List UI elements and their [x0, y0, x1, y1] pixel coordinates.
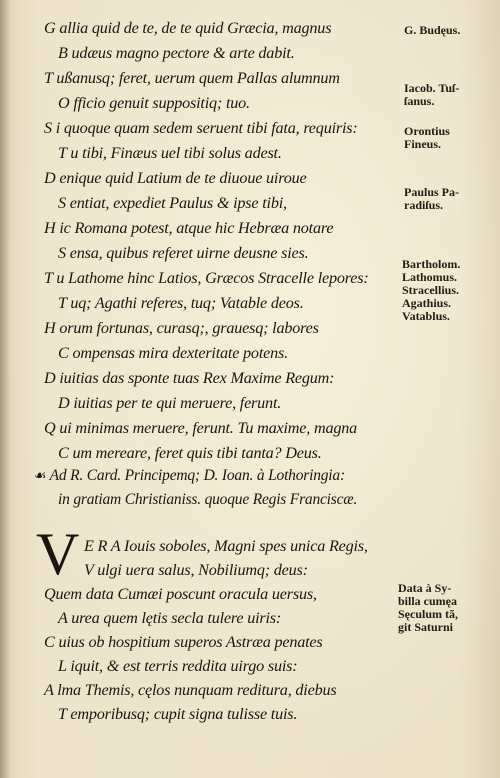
margin-note: Iacob. Tuſ- ſanus. — [404, 81, 460, 108]
margin-note: Bartholom. Lathomus. Stracellius. Agathius. Vatablus. — [402, 257, 461, 323]
verse-line: E R A Iouis soboles, Magni spes unica Regis, — [84, 537, 368, 555]
verse-line: C ompensas mira dexteritate potens. — [58, 344, 288, 362]
verse-line: V ulgi uera salus, Nobiliumq; deus: — [84, 561, 308, 579]
verse-line: Q ui minimas meruere, ferunt. Tu maxime, magna — [44, 419, 358, 437]
margin-note: G. Budęus. — [404, 23, 461, 37]
verse-line: G allia quid de te, de te quid Græcia, magnus — [44, 19, 332, 37]
verse-line: S entiat, expediet Paulus & ipse tibi, — [58, 194, 287, 212]
verse-line: Quem data Cumæi poscunt oracula uersus, — [44, 585, 317, 603]
verse-line: D iuitias per te qui meruere, ferunt. — [58, 394, 282, 412]
verse-line: T u Lathome hinc Latios, Græcos Stracelle lepores: — [44, 269, 369, 287]
verse-line: L iquit, & est terris reddita uirgo suis: — [58, 657, 298, 675]
verse-line: D enique quid Latium de te diuoue uiroue — [44, 169, 307, 187]
heading-line — [58, 492, 357, 508]
verse-line: D iuitias das sponte tuas Rex Maxime Regum: — [44, 369, 335, 387]
verse-line: T ußanusq; feret, uerum quem Pallas alumnum — [44, 69, 340, 87]
gutter-shadow — [0, 0, 10, 778]
verse-line: T u tibi, Finæus uel tibi solus adest. — [58, 144, 282, 162]
verse-line: S i quoque quam sedem seruent tibi fata, requiris: — [44, 119, 358, 137]
verse-line: A lma Themis, cęlos nunquam reditura, diebus — [44, 681, 337, 699]
verse-line: T emporibusq; cupit signa tulisse tuis. — [58, 705, 298, 723]
verse-line: H ic Romana potest, atque hic Hebræa notare — [44, 219, 334, 237]
margin-note: Data à Sy- billa cumęa Sęculum tã, git Saturni — [398, 581, 458, 634]
heading-text: Ad R. Card. Principemq; D. Ioan. à Lothoringia: — [49, 467, 345, 484]
heading-text: in gratiam Christianiss. quoque Regis Franciscæ. — [58, 491, 358, 508]
verse-line: B udæus magno pectore & arte dabit. — [58, 44, 295, 62]
fleuron-icon: ☙ — [34, 469, 50, 484]
margin-note: Orontius Fineus. — [404, 124, 450, 151]
margin-note: Paulus Pa- radiſus. — [404, 185, 460, 212]
verse-line: C um mereare, feret quis tibi tanta? Deus. — [58, 444, 322, 462]
verse-line: S ensa, quibus referet uirne deusne sies. — [58, 244, 309, 262]
drop-cap: V — [36, 521, 80, 587]
verse-line: T uq; Agathi referes, tuq; Vatable deos. — [58, 294, 304, 312]
verse-line: C uius ob hospitium superos Astræa penates — [44, 633, 323, 651]
verse-line: A urea quem lętis secla tulere uiris: — [58, 609, 282, 627]
verse-line: O fficio genuit suppositiq; tuo. — [58, 94, 250, 112]
heading-line — [34, 468, 345, 484]
verse-line: H orum fortunas, curasq;, grauesq; labores — [44, 319, 319, 337]
